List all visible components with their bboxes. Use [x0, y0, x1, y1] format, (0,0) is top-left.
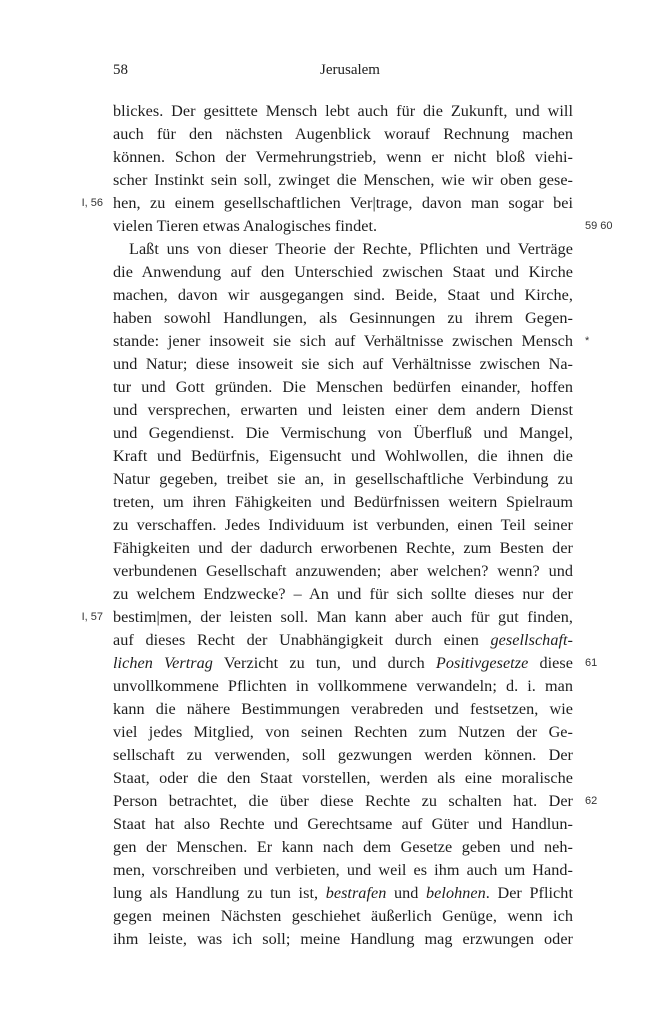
text-segment: hen, zu einem gesellschaftlichen Ver|trage, davon man sogar bei: [113, 194, 573, 212]
text-segment: bestim|men, der leisten soll. Man kann aber auch für gut finden,: [113, 608, 573, 626]
text-segment: und Gegendienst. Die Vermischung von Überfluß und Mangel,: [113, 424, 573, 442]
text-segment: Natur gegeben, treibet sie an, in gesellschaftliche Verbindung zu: [113, 470, 573, 488]
text-segment: zu verschaffen. Jedes Individuum ist verbunden, einen Teil seiner: [113, 516, 573, 534]
text-segment: machen, davon wir ausgegangen sind. Beide, Staat und Kirche,: [113, 286, 573, 304]
text-segment: auf dieses Recht der Unabhängigkeit durch einen: [113, 631, 491, 649]
text-line: [113, 928, 573, 951]
text-line: [113, 376, 573, 399]
margin-ref-right: 59 60: [585, 220, 613, 232]
margin-ref-left: I, 56: [81, 197, 103, 209]
text-line: [113, 215, 573, 238]
margin-ref-right: 61: [585, 657, 598, 669]
text-line: [113, 353, 573, 376]
text-segment: und: [386, 884, 427, 902]
text-segment: können. Schon der Vermehrungstrieb, wenn er nicht bloß viehi-: [113, 148, 573, 166]
page-number: 58: [113, 62, 128, 78]
text-segment: unvollkommene Pflichten in vollkommene verwandeln; d. i. man: [113, 677, 573, 695]
text-line: [113, 859, 573, 882]
text-line: [113, 330, 573, 353]
text-line: [113, 583, 573, 606]
text-line: [113, 836, 573, 859]
text-line: [113, 491, 573, 514]
text-line: [113, 422, 573, 445]
text-segment: treten, um ihren Fähigkeiten und Bedürfnissen weitern Spielraum: [113, 493, 573, 511]
body-text: [113, 100, 573, 951]
text-line: [113, 813, 573, 836]
text-segment: Staat hat also Rechte und Gerechtsame auf Güter und Handlun-: [113, 815, 573, 833]
italic-text: gesellschaft-: [490, 631, 573, 649]
text-line: [113, 123, 573, 146]
text-line: [113, 261, 573, 284]
margin-ref-right: *: [585, 335, 590, 347]
text-line: [113, 652, 573, 675]
text-line: [113, 146, 573, 169]
text-segment: stande: jener insoweit sie sich auf Verhältnisse zwischen Mensch: [113, 332, 573, 350]
text-line: [113, 238, 573, 261]
text-segment: Verzicht zu tun, und durch: [212, 654, 436, 672]
text-segment: diese: [528, 654, 573, 672]
text-line: [113, 514, 573, 537]
text-segment: lung als Handlung zu tun ist,: [113, 884, 326, 902]
text-segment: tur und Gott gründen. Die Menschen bedürfen einander, hoffen: [113, 378, 573, 396]
text-line: [113, 399, 573, 422]
text-line: [113, 629, 573, 652]
italic-text: belohnen: [426, 884, 486, 902]
text-segment: men, vorschreiben und verbieten, und weil es ihm auch um Hand-: [113, 861, 573, 879]
text-line: [113, 100, 573, 123]
text-segment: Kraft und Bedürfnis, Eigensucht und Wohlwollen, die ihnen die: [113, 447, 573, 465]
text-segment: haben sowohl Handlungen, als Gesinnungen zu ihrem Gegen-: [113, 309, 573, 327]
text-segment: die Anwendung auf den Unterschied zwischen Staat und Kirche: [113, 263, 573, 281]
text-segment: verbundenen Gesellschaft anzuwenden; aber welchen? wenn? und: [113, 562, 573, 580]
text-line: [113, 468, 573, 491]
text-segment: Fähigkeiten und der dadurch erworbenen Rechte, zum Besten der: [113, 539, 573, 557]
text-line: [113, 675, 573, 698]
text-segment: Person betrachtet, die über diese Rechte zu schalten hat. Der: [113, 792, 573, 810]
text-line: [113, 767, 573, 790]
text-line: [113, 537, 573, 560]
italic-text: Positivgesetze: [435, 654, 529, 672]
text-segment: gegen meinen Nächsten geschiehet äußerlich Genüge, wenn ich: [113, 907, 573, 925]
text-segment: vielen Tieren etwas Analogisches findet.: [113, 217, 378, 235]
text-segment: ihm leiste, was ich soll; meine Handlung mag erzwungen oder: [113, 930, 573, 948]
text-segment: Laßt uns von dieser Theorie der Rechte, Pflichten und Verträge: [129, 240, 573, 258]
text-segment: scher Instinkt sein soll, zwinget die Menschen, wie wir oben gese-: [113, 171, 573, 189]
text-line: [113, 284, 573, 307]
text-segment: . Der Pflicht: [485, 884, 573, 902]
text-line: [113, 560, 573, 583]
text-line: [113, 698, 573, 721]
text-segment: Staat, oder die den Staat vorstellen, werden als eine moralische: [113, 769, 573, 787]
text-segment: und Natur; diese insoweit sie sich auf Verhältnisse zwischen Na-: [113, 355, 573, 373]
text-line: [113, 606, 573, 629]
text-segment: zu welchem Endzwecke? – An und für sich sollte dieses nur der: [113, 585, 573, 603]
text-line: [113, 169, 573, 192]
text-segment: auch für den nächsten Augenblick worauf Rechnung machen: [113, 125, 573, 143]
italic-text: lichen Vertrag: [113, 654, 213, 672]
running-title: Jerusalem: [320, 62, 380, 78]
text-line: [113, 721, 573, 744]
text-line: [113, 790, 573, 813]
text-line: [113, 905, 573, 928]
text-line: [113, 445, 573, 468]
text-line: [113, 882, 573, 905]
text-segment: sellschaft zu verwenden, soll gezwungen werden können. Der: [113, 746, 573, 764]
text-segment: kann die nähere Bestimmungen verabreden und festsetzen, wie: [113, 700, 573, 718]
text-line: [113, 307, 573, 330]
margin-ref-left: I, 57: [81, 611, 103, 623]
text-line: [113, 744, 573, 767]
text-segment: viel jedes Mitglied, von seinen Rechten zum Nutzen der Ge-: [113, 723, 573, 741]
italic-text: bestrafen: [325, 884, 387, 902]
text-segment: blickes. Der gesittete Mensch lebt auch für die Zukunft, und will: [113, 102, 573, 120]
text-segment: gen der Menschen. Er kann nach dem Gesetze geben und neh-: [113, 838, 573, 856]
text-line: [113, 192, 573, 215]
text-segment: und versprechen, erwarten und leisten einer dem andern Dienst: [113, 401, 573, 419]
margin-ref-right: 62: [585, 795, 598, 807]
